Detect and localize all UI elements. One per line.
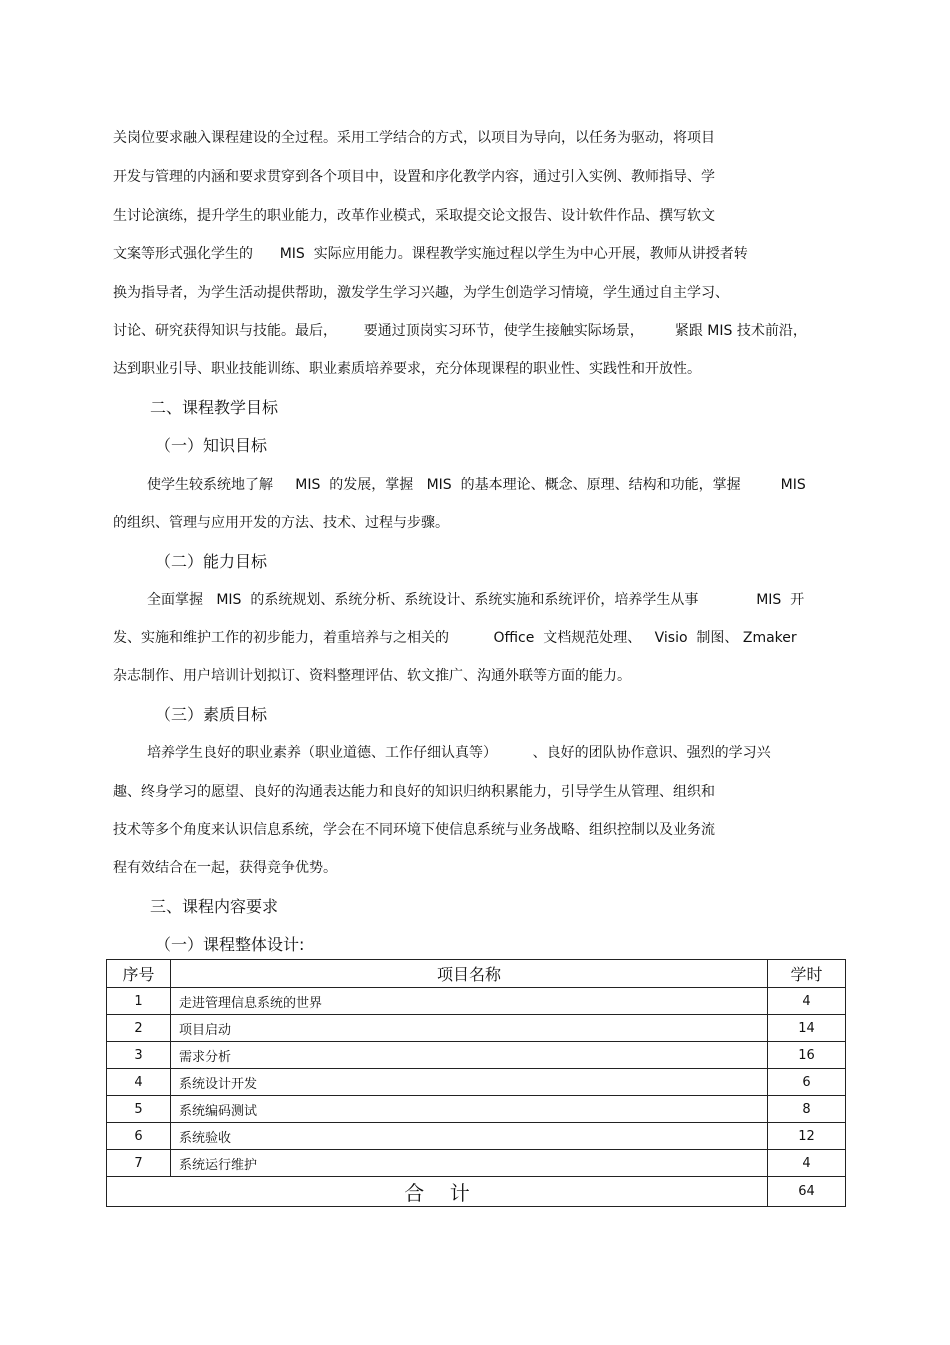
row-index: 5: [107, 1096, 171, 1123]
row-project-name: 系统运行维护: [171, 1150, 768, 1177]
row-hours: 12: [768, 1123, 846, 1150]
table-row: [107, 1042, 846, 1069]
table-row: [107, 1123, 846, 1150]
row-project-name: 项目启动: [171, 1015, 768, 1042]
row-hours: 16: [768, 1042, 846, 1069]
table-total-row: [107, 1177, 846, 1207]
subheading-quality-goals: （三）素质目标: [155, 705, 268, 724]
intro-line: 生讨论演练，提升学生的职业能力，改革作业模式，采取提交论文报告、设计软件作品、撰写软文: [113, 208, 715, 224]
ability-line: 发、实施和维护工作的初步能力，着重培养与之相关的 Office 文档规范处理、 Visio 制图、 Zmaker: [113, 630, 797, 646]
intro-line: 关岗位要求融入课程建设的全过程。采用工学结合的方式，以项目为导向，以任务为驱动，将项目: [113, 130, 715, 146]
intro-line: 开发与管理的内涵和要求贯穿到各个项目中，设置和序化教学内容，通过引入实例、教师指导、学: [113, 169, 715, 185]
subheading-knowledge-goals: （一）知识目标: [155, 436, 268, 455]
header-index: 序号: [107, 960, 171, 988]
section-heading-teaching-goals: 二、课程教学目标: [150, 398, 279, 417]
row-project-name: 走进管理信息系统的世界: [171, 988, 768, 1015]
quality-line: 技术等多个角度来认识信息系统，学会在不同环境下使信息系统与业务战略、组织控制以及业务流: [113, 822, 715, 838]
row-hours: 6: [768, 1069, 846, 1096]
row-project-name: 系统设计开发: [171, 1069, 768, 1096]
subheading-overall-design: （一）课程整体设计:: [155, 935, 305, 954]
row-hours: 4: [768, 1150, 846, 1177]
table-row: [107, 988, 846, 1015]
row-project-name: 需求分析: [171, 1042, 768, 1069]
knowledge-line: 的组织、管理与应用开发的方法、技术、过程与步骤。: [113, 515, 449, 531]
quality-line: 培养学生良好的职业素养（职业道德、工作仔细认真等） 、良好的团队协作意识、强烈的学习兴: [147, 745, 771, 761]
table-row: [107, 1096, 846, 1123]
row-index: 1: [107, 988, 171, 1015]
row-hours: 4: [768, 988, 846, 1015]
row-project-name: 系统验收: [171, 1123, 768, 1150]
quality-line: 趣、终身学习的愿望、良好的沟通表达能力和良好的知识归纳积累能力，引导学生从管理、组织和: [113, 784, 715, 800]
intro-line: 达到职业引导、职业技能训练、职业素质培养要求，充分体现课程的职业性、实践性和开放性。: [113, 361, 701, 377]
table-row: [107, 1069, 846, 1096]
table-row: [107, 1015, 846, 1042]
subheading-ability-goals: （二）能力目标: [155, 552, 268, 571]
course-design-table: [106, 959, 846, 1207]
total-hours: 64: [768, 1177, 846, 1207]
table-header-row: [107, 960, 846, 988]
intro-line: 文案等形式强化学生的 MIS 实际应用能力。课程教学实施过程以学生为中心开展，教师从讲授者转: [113, 246, 748, 262]
quality-line: 程有效结合在一起，获得竞争优势。: [113, 860, 337, 876]
ability-line: 全面掌握 MIS 的系统规划、系统分析、系统设计、系统实施和系统评价，培养学生从事 MIS 开: [147, 592, 805, 608]
header-project-name: 项目名称: [171, 960, 768, 988]
intro-line: 换为指导者，为学生活动提供帮助，激发学生学习兴趣，为学生创造学习情境，学生通过自主学习、: [113, 285, 729, 301]
row-index: 7: [107, 1150, 171, 1177]
row-index: 3: [107, 1042, 171, 1069]
section-heading-content-requirements: 三、课程内容要求: [150, 897, 279, 916]
header-hours: 学时: [768, 960, 846, 988]
total-label: 合 计: [107, 1177, 768, 1207]
row-index: 2: [107, 1015, 171, 1042]
row-hours: 8: [768, 1096, 846, 1123]
intro-line: 讨论、研究获得知识与技能。最后， 要通过顶岗实习环节，使学生接触实际场景， 紧跟 MIS 技术前沿，: [113, 323, 807, 339]
row-hours: 14: [768, 1015, 846, 1042]
ability-line: 杂志制作、用户培训计划拟订、资料整理评估、软文推广、沟通外联等方面的能力。: [113, 668, 631, 684]
knowledge-line: 使学生较系统地了解 MIS 的发展，掌握 MIS 的基本理论、概念、原理、结构和功能，掌握 MIS: [147, 477, 806, 493]
row-index: 4: [107, 1069, 171, 1096]
row-index: 6: [107, 1123, 171, 1150]
row-project-name: 系统编码测试: [171, 1096, 768, 1123]
table-row: [107, 1150, 846, 1177]
